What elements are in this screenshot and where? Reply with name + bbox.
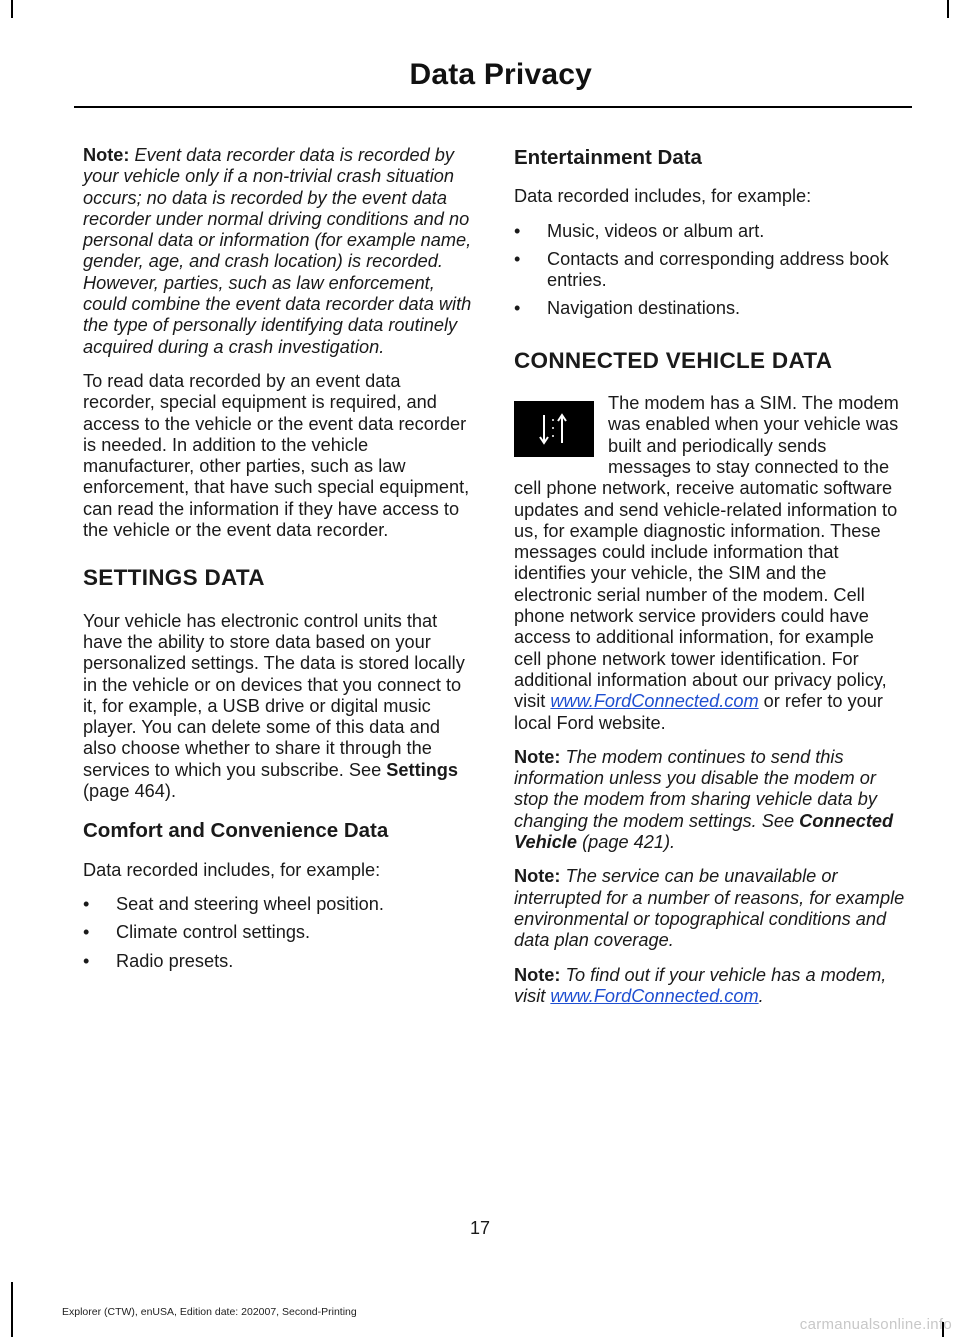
paragraph-read-data: To read data recorded by an event data recorder, special equipment is required, and access to the vehicle or the event data recorder is needed. In addition to the vehicle manufacturer, other parties, such as law enforcement, that have such special equipment, can read the information if they have access to the vehicle or the event data recorder. xyxy=(83,370,470,541)
note-service xyxy=(514,866,906,951)
fordconnected-link[interactable]: www.FordConnected.com xyxy=(550,985,759,1006)
settings-page-ref: (page 464). xyxy=(83,781,177,802)
crop-mark-top-right xyxy=(947,0,949,18)
crop-mark-top-left xyxy=(11,0,13,18)
heading-entertainment-data: Entertainment Data xyxy=(514,146,702,169)
list-item: • Radio presets. xyxy=(83,951,475,972)
note-page-ref: (page 421). xyxy=(577,832,676,853)
left-column xyxy=(83,145,475,979)
list-item: • Navigation destinations. xyxy=(514,298,906,319)
entertainment-list xyxy=(514,221,906,320)
crop-mark-bottom-left xyxy=(11,1282,13,1337)
list-item: • Seat and steering wheel position. xyxy=(83,894,475,915)
note-label: Note: xyxy=(514,746,561,767)
note-label: Note: xyxy=(514,866,561,887)
data-transfer-arrows-icon xyxy=(514,401,594,457)
fordconnected-link[interactable]: www.FordConnected.com xyxy=(550,691,759,712)
note-event-data xyxy=(83,145,475,358)
note-text: To find out if your vehicle has a modem, visit xyxy=(514,964,887,1006)
note-text: Event data recorder data is recorded by your vehicle only if a non-trivial crash situation occurs; no data is recorded by the event data recorder under normal driving conditions and no personal data or information (for example name, gender, age, and crash location) is recorded. However, parties, such as law enforcement, could combine the event data recorder data with the type of personally identifying data routinely acquired during a crash investigation. xyxy=(83,145,472,357)
page-number: 17 xyxy=(469,1218,491,1238)
edition-footer: Explorer (CTW), enUSA, Edition date: 202007, Second-Printing xyxy=(62,1306,357,1318)
heading-comfort-data: Comfort and Convenience Data xyxy=(83,819,389,843)
note-text: The modem continues to send this information unless you disable the modem or stop the modem from sharing vehicle data by changing the modem settings. See xyxy=(514,746,877,831)
connected-vehicle-xref-link[interactable]: Connected Vehicle xyxy=(514,810,894,853)
watermark: carmanualsonline.info xyxy=(799,1316,952,1333)
list-item: • Music, videos or album art. xyxy=(514,221,906,242)
connected-text: The modem has a SIM. The modem was enabled when your vehicle was built and periodically sends messages to stay connected to the cell phone network, receive automatic software updates and send vehicle-related information to us, for example diagnostic information. These messages could include information that identifies your vehicle, the SIM and the electronic serial number of the modem. Cell phone network service providers could have access to additional information, for example cell phone network tower identification. For additional information about our privacy policy, visit xyxy=(514,393,899,712)
note-label: Note: xyxy=(83,145,130,165)
right-column xyxy=(514,145,906,1020)
header-divider xyxy=(74,106,912,108)
heading-settings-data: SETTINGS DATA xyxy=(83,565,265,591)
note-label: Note: xyxy=(514,964,561,985)
settings-xref-link[interactable]: Settings xyxy=(386,759,459,780)
list-item: • Contacts and corresponding address book entries. xyxy=(514,249,906,292)
note-text: The service can be unavailable or interrupted for a number of reasons, for example environmental or topographical conditions and data plan coverage. xyxy=(514,866,905,951)
paragraph-settings xyxy=(83,611,475,803)
connected-tail: or refer to your local Ford website. xyxy=(514,691,883,733)
page-title: Data Privacy xyxy=(409,58,592,91)
note-modem xyxy=(514,747,906,853)
note-tail: . xyxy=(758,985,764,1006)
comfort-list xyxy=(83,894,475,972)
comfort-intro: Data recorded includes, for example: xyxy=(83,859,381,880)
entertainment-intro: Data recorded includes, for example: xyxy=(514,186,812,207)
settings-text: Your vehicle has electronic control units that have the ability to store data based on your personalized settings. The data is stored locally in the vehicle or on devices that you connect to it, for example, a USB drive or digital music player. You can delete some of this data and also choose whether to share it through the services to which you subscribe. See xyxy=(83,610,465,780)
list-item: • Climate control settings. xyxy=(83,922,475,943)
heading-connected-vehicle-data: CONNECTED VEHICLE DATA xyxy=(514,347,833,373)
note-find-modem xyxy=(514,965,906,1008)
paragraph-connected xyxy=(514,393,906,734)
